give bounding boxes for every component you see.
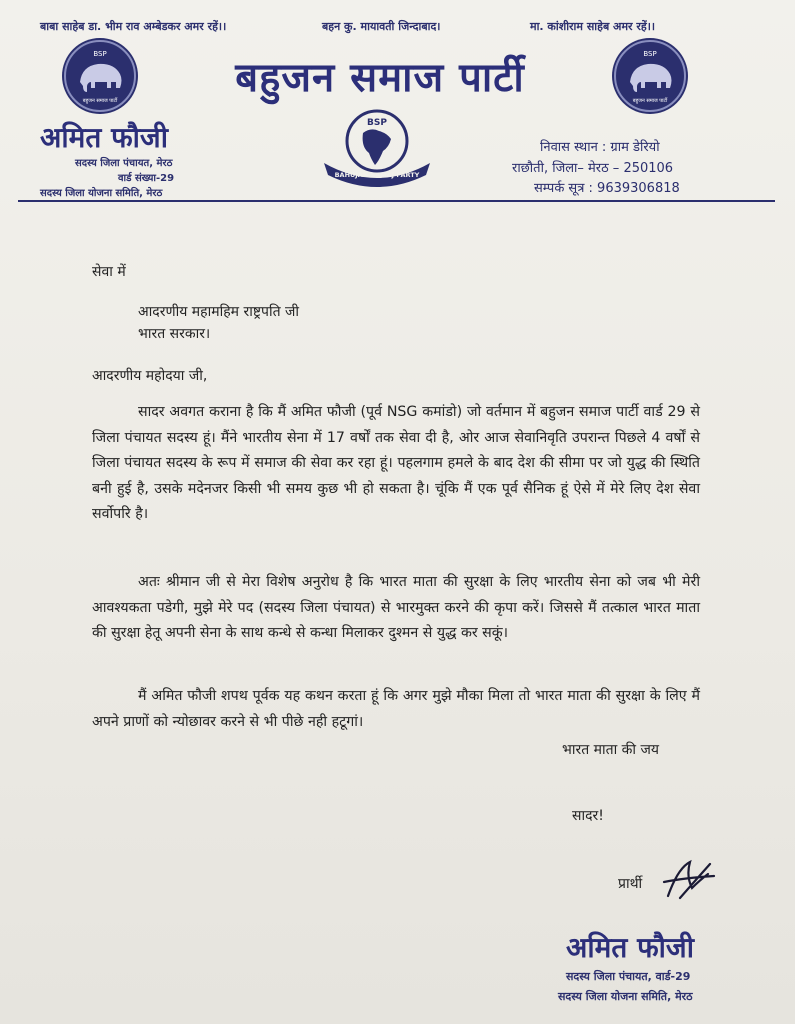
applicant-label: प्रार्थी: [618, 876, 643, 892]
elephant-icon: [62, 38, 138, 114]
party-name-heading: बहुजन समाज पार्टी: [235, 55, 525, 101]
slogan-left: बाबा साहेब डा. भीम राव अम्बेडकर अमर रहें।।: [40, 20, 227, 33]
letter-to: सेवा में: [92, 264, 126, 280]
address-line-1: निवास स्थान : ग्राम डेरियो: [540, 140, 660, 155]
svg-text:BAHUJAN SAMAJ PARTY: BAHUJAN SAMAJ PARTY: [334, 171, 420, 179]
svg-text:BSP: BSP: [367, 118, 387, 128]
sender-title-2: वार्ड संख्या-29: [118, 173, 175, 184]
signature-title-2: सदस्य जिला योजना समिति, मेरठ: [558, 990, 693, 1003]
header-divider: [18, 200, 775, 202]
sender-title-3: सदस्य जिला योजना समिति, मेरठ: [40, 188, 163, 199]
slogan-center: बहन कु. मायावती जिन्दाबाद।: [322, 20, 441, 33]
svg-text:बहुजन समाज पार्टी: बहुजन समाज पार्टी: [632, 98, 668, 104]
svg-text:बहुजन समाज पार्टी: बहुजन समाज पार्टी: [82, 98, 118, 104]
signature-name-stamp: अमित फौजी: [566, 931, 694, 964]
svg-text:BSP: BSP: [643, 50, 657, 58]
paragraph-2: अतः श्रीमान जी से मेरा विशेष अनुरोध है कि भारत माता की सुरक्षा के लिए भारतीय सेना को जब भी मेरी आवश्यकता पडेगी, मुझे मेरे पद (सदस्य जिला पंचायत) से भारमुक्त करने की कृपा करें। जिससे मैं तत्काल भारत माता की सुरक्षा हेतू अपनी सेना के साथ कन्धे से कन्धा मिलाकर दुश्मन से युद्ध कर सकूं।: [92, 574, 700, 641]
salutation: आदरणीय महोदया जी,: [92, 368, 208, 384]
paragraph-1: सादर अवगत कराना है कि मैं अमित फौजी (पूर्व NSG कमांडो) जो वर्तमान में बहुजन समाज पार्टी वार्ड 29 से जिला पंचायत सदस्य हूं। मैंने भारतीय सेना में 17 वर्षों तक सेवा दी है, ओर आज सेवानिवृति उपरान्त पिछले 4 वर्षों से जिला पंचायत सदस्य के रूप में समाज की सेवा कर रहा हूं। पहलगाम हमले के बाद देश की सीमा पर जो युद्ध की स्थिति बनी हुई है, उसके मदेनजर किसी भी समय कुछ भी हो सकता है। चूंकि मैं एक पूर्व सैनिक हूं ऐसे में मेरे लिए देश सेवा सर्वोपरि है।: [92, 404, 700, 522]
paragraph-3: मैं अमित फौजी शपथ पूर्वक यह कथन करता हूं कि अगर मुझे मौका मिला तो भारत माता की सुरक्षा के लिए मैं अपने प्राणों को न्योछावर करने से भी पीछे नही हटूगां।: [92, 688, 700, 730]
closing-slogan: भारत माता की जय: [562, 742, 660, 758]
signature-icon: [660, 856, 720, 902]
india-map-emblem-icon: [318, 103, 436, 195]
address-line-2: राछौती, जिला– मेरठ – 250106: [512, 161, 674, 176]
elephant-icon: [612, 38, 688, 114]
signature-title-1: सदस्य जिला पंचायत, वार्ड-29: [566, 970, 691, 983]
slogan-right: मा. कांशीराम साहेब अमर रहें।।: [530, 20, 656, 33]
recipient-line-1: आदरणीय महामहिम राष्ट्रपति जी: [138, 304, 300, 320]
sender-title-1: सदस्य जिला पंचायत, मेरठ: [75, 158, 173, 169]
svg-text:BSP: BSP: [93, 50, 107, 58]
bsp-elephant-logo-left: [62, 38, 138, 114]
bsp-emblem: [318, 103, 436, 195]
handwritten-signature: [660, 856, 720, 902]
closing-regards: सादर!: [572, 808, 604, 824]
sender-name: अमित फौजी: [40, 121, 168, 154]
recipient-line-2: भारत सरकार।: [138, 326, 211, 342]
contact-number: सम्पर्क सूत्र : 9639306818: [534, 181, 680, 196]
bsp-elephant-logo-right: [612, 38, 688, 114]
